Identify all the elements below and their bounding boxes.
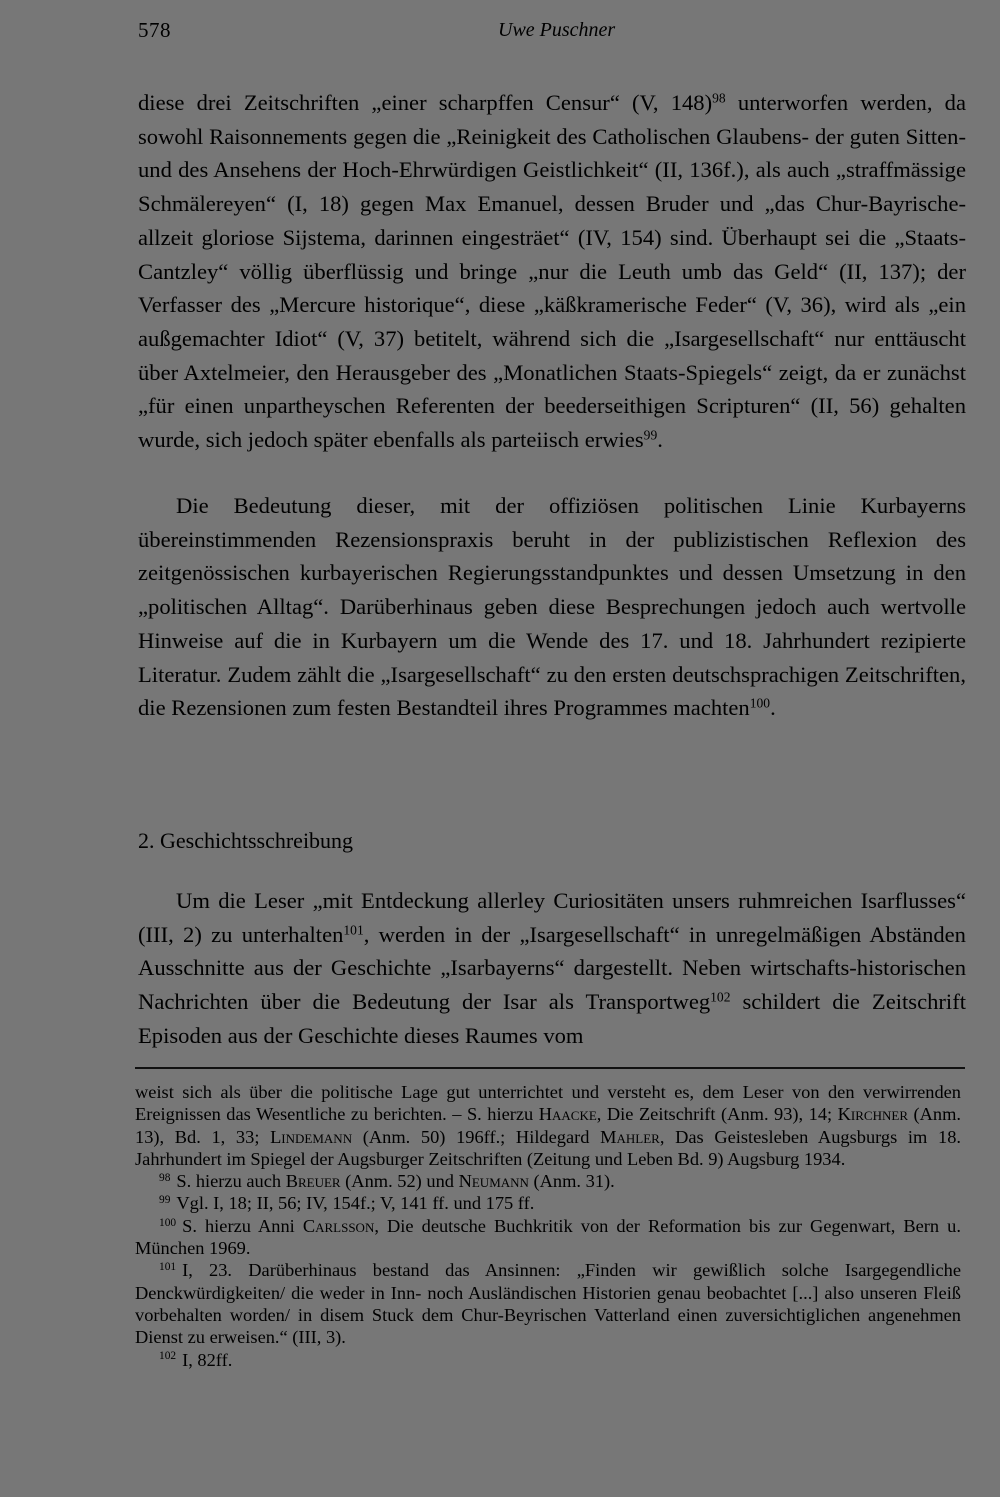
section-heading: 2. Geschichtsschreibung	[138, 828, 354, 853]
paragraph-text: .	[770, 695, 776, 721]
author-name: Neumann	[458, 1171, 529, 1192]
footnote-reference: 100	[749, 695, 771, 711]
author-name: Breuer	[285, 1171, 341, 1192]
footnote-text: (Anm. 13), Bd. 1, 33;	[135, 1104, 962, 1147]
author-name: Carlsson	[302, 1215, 375, 1236]
footnote-divider	[135, 1067, 965, 1069]
paragraph-text: diese drei Zeitschriften „einer scharpffen Censur“ (V, 148)	[138, 90, 713, 115]
footnote-text: , Die deutsche Buchkritik von der Reformation bis zur Gegenwart, Bern u. München 1969.	[135, 1215, 961, 1259]
author-name: Haacke	[538, 1104, 597, 1125]
footnotes-section	[135, 1081, 961, 1371]
footnote-text: weist sich als über die politische Lage gut unterrichtet und versteht es, dem Leser von den verwirrenden Ereignissen das Wesentliche zu berichten. – S. hierzu	[135, 1082, 961, 1125]
paragraph-text: , werden in der „Isargesellschaft“ in unregelmäßigen Abständen Ausschnitte aus der Geschichte „Isarbayerns“ dargestellt. Neben wirtschafts-historischen Nachrichten über die Bedeutung der Isar als Transportweg	[138, 921, 966, 1015]
footnote-number: 98	[159, 1171, 171, 1184]
author-name: Mahler	[600, 1126, 660, 1147]
footnote-101	[135, 1259, 961, 1348]
paragraph	[138, 884, 966, 1053]
body-text-block	[138, 489, 966, 725]
footnote-text: S. hierzu auch	[176, 1171, 286, 1192]
body-text-block	[138, 86, 966, 457]
paragraph-text: unterworfen werden, da sowohl Raisonnements gegen die „Reinigkeit des Catholischen Glaubens- der guten Sitten- und des Ansehens der Hoch-Ehrwürdigen Geistlichkeit“ (II, 136f.), als auch „straffmässige Schmälereyen“ (I, 18) gegen Max Emanuel, dessen Bruder und „das Chur-Bayrische- allzeit gloriose Sijstema, darinnen eingesträet“ (IV, 154) sind. Überhaupt sei die „Staats-Cantzley“ völlig überflüssig und bringe „nur die Leuth umb das Geld“ (II, 137); der Verfasser des „Mercure historique“, diese „käßkramerische Feder“ (V, 36), wird als „ein außgemachter Idiot“ (V, 37) betitelt, während sich die „Isargesellschaft“ nur enttäuscht über Axtelmeier, den Herausgeber des „Monatlichen Staats-Spiegels“ zeigt, da er zunächst „für einen unpartheyschen Referenten der beederseithigen Scripturen“ (II, 56) gehalten wurde, sich jedoch später ebenfalls als parteiisch erwies	[138, 90, 966, 453]
footnote-continuation	[135, 1081, 961, 1170]
footnote-text: , Das Geistesleben Augsburgs im 18. Jahrhundert im Spiegel der Augsburger Zeitschriften (Zeitung und Leben Bd. 9) Augsburg 1934.	[135, 1126, 961, 1169]
page-number: 578	[138, 18, 171, 42]
running-head-author: Uwe Puschner	[498, 19, 616, 41]
footnote-number: 102	[159, 1350, 177, 1363]
footnote-text: I, 82ff.	[182, 1349, 233, 1370]
footnote-number: 100	[159, 1216, 177, 1229]
author-name: Kirchner	[837, 1104, 908, 1125]
paragraph	[138, 489, 966, 725]
footnote-number: 99	[159, 1194, 171, 1207]
footnote-98	[135, 1170, 961, 1192]
footnote-text: , Die Zeitschrift (Anm. 93), 14;	[596, 1104, 838, 1125]
footnote-reference: 102	[710, 989, 731, 1005]
footnote-text: I, 23. Darüberhinaus bestand das Ansinnen: „Finden wir gewißlich solche Isargegendliche Denckwürdigkeiten/ die weder in Inn- noch Ausländischen Historien genau beobachtet [...] also unseren Fleiß vorbehalten worden/ in disem Stuck dem Chur-Beyrischen Vatterland einen zuversichtiglichen angenehmen Dienst zu erweisen.“ (III, 3).	[135, 1260, 961, 1348]
footnote-text: Vgl. I, 18; II, 56; IV, 154f.; V, 141 ff. und 175 ff.	[176, 1193, 535, 1214]
footnote-reference: 99	[643, 427, 658, 443]
footnote-text: (Anm. 52) und	[340, 1171, 459, 1192]
footnote-text: (Anm. 50) 196ff.; Hildegard	[352, 1126, 601, 1147]
paragraph-text: .	[657, 427, 663, 453]
footnote-100	[135, 1215, 961, 1260]
paragraph-text: Um die Leser „mit Entdeckung allerley Curiositäten unsers ruhmreichen Isarflusses“ (III, 2) zu unterhalten	[138, 888, 966, 947]
paragraph-text: Die Bedeutung dieser, mit der offiziösen politischen Linie Kurbayerns übereinstimmenden Rezensionspraxis beruht in der publizistischen Reflexion des zeitgenössischen kurbayerischen Regierungsstandpunktes und dessen Umsetzung in den „politischen Alltag“. Darüberhinaus geben diese Besprechungen jedoch auch wertvolle Hinweise auf die in Kurbayern um die Wende des 17. und 18. Jahrhundert rezipierte Literatur. Zudem zählt die „Isargesellschaft“ zu den ersten deutschsprachigen Zeitschriften, die Rezensionen zum festen Bestandteil ihres Programmes machten	[138, 493, 966, 721]
footnote-99	[135, 1192, 961, 1214]
page-header	[138, 18, 966, 52]
footnote-text: S. hierzu Anni	[182, 1215, 303, 1236]
footnote-number: 101	[159, 1261, 177, 1274]
footnote-reference: 101	[343, 922, 364, 938]
body-text-block	[138, 884, 966, 1053]
author-name: Lindemann	[270, 1126, 353, 1147]
footnote-reference: 98	[712, 90, 726, 106]
paragraph	[138, 86, 966, 457]
footnote-text: (Anm. 31).	[528, 1171, 615, 1192]
footnote-102	[135, 1349, 961, 1371]
paragraph-text: schildert die Zeitschrift Episoden aus der Geschichte dieses Raumes vom	[138, 989, 966, 1048]
